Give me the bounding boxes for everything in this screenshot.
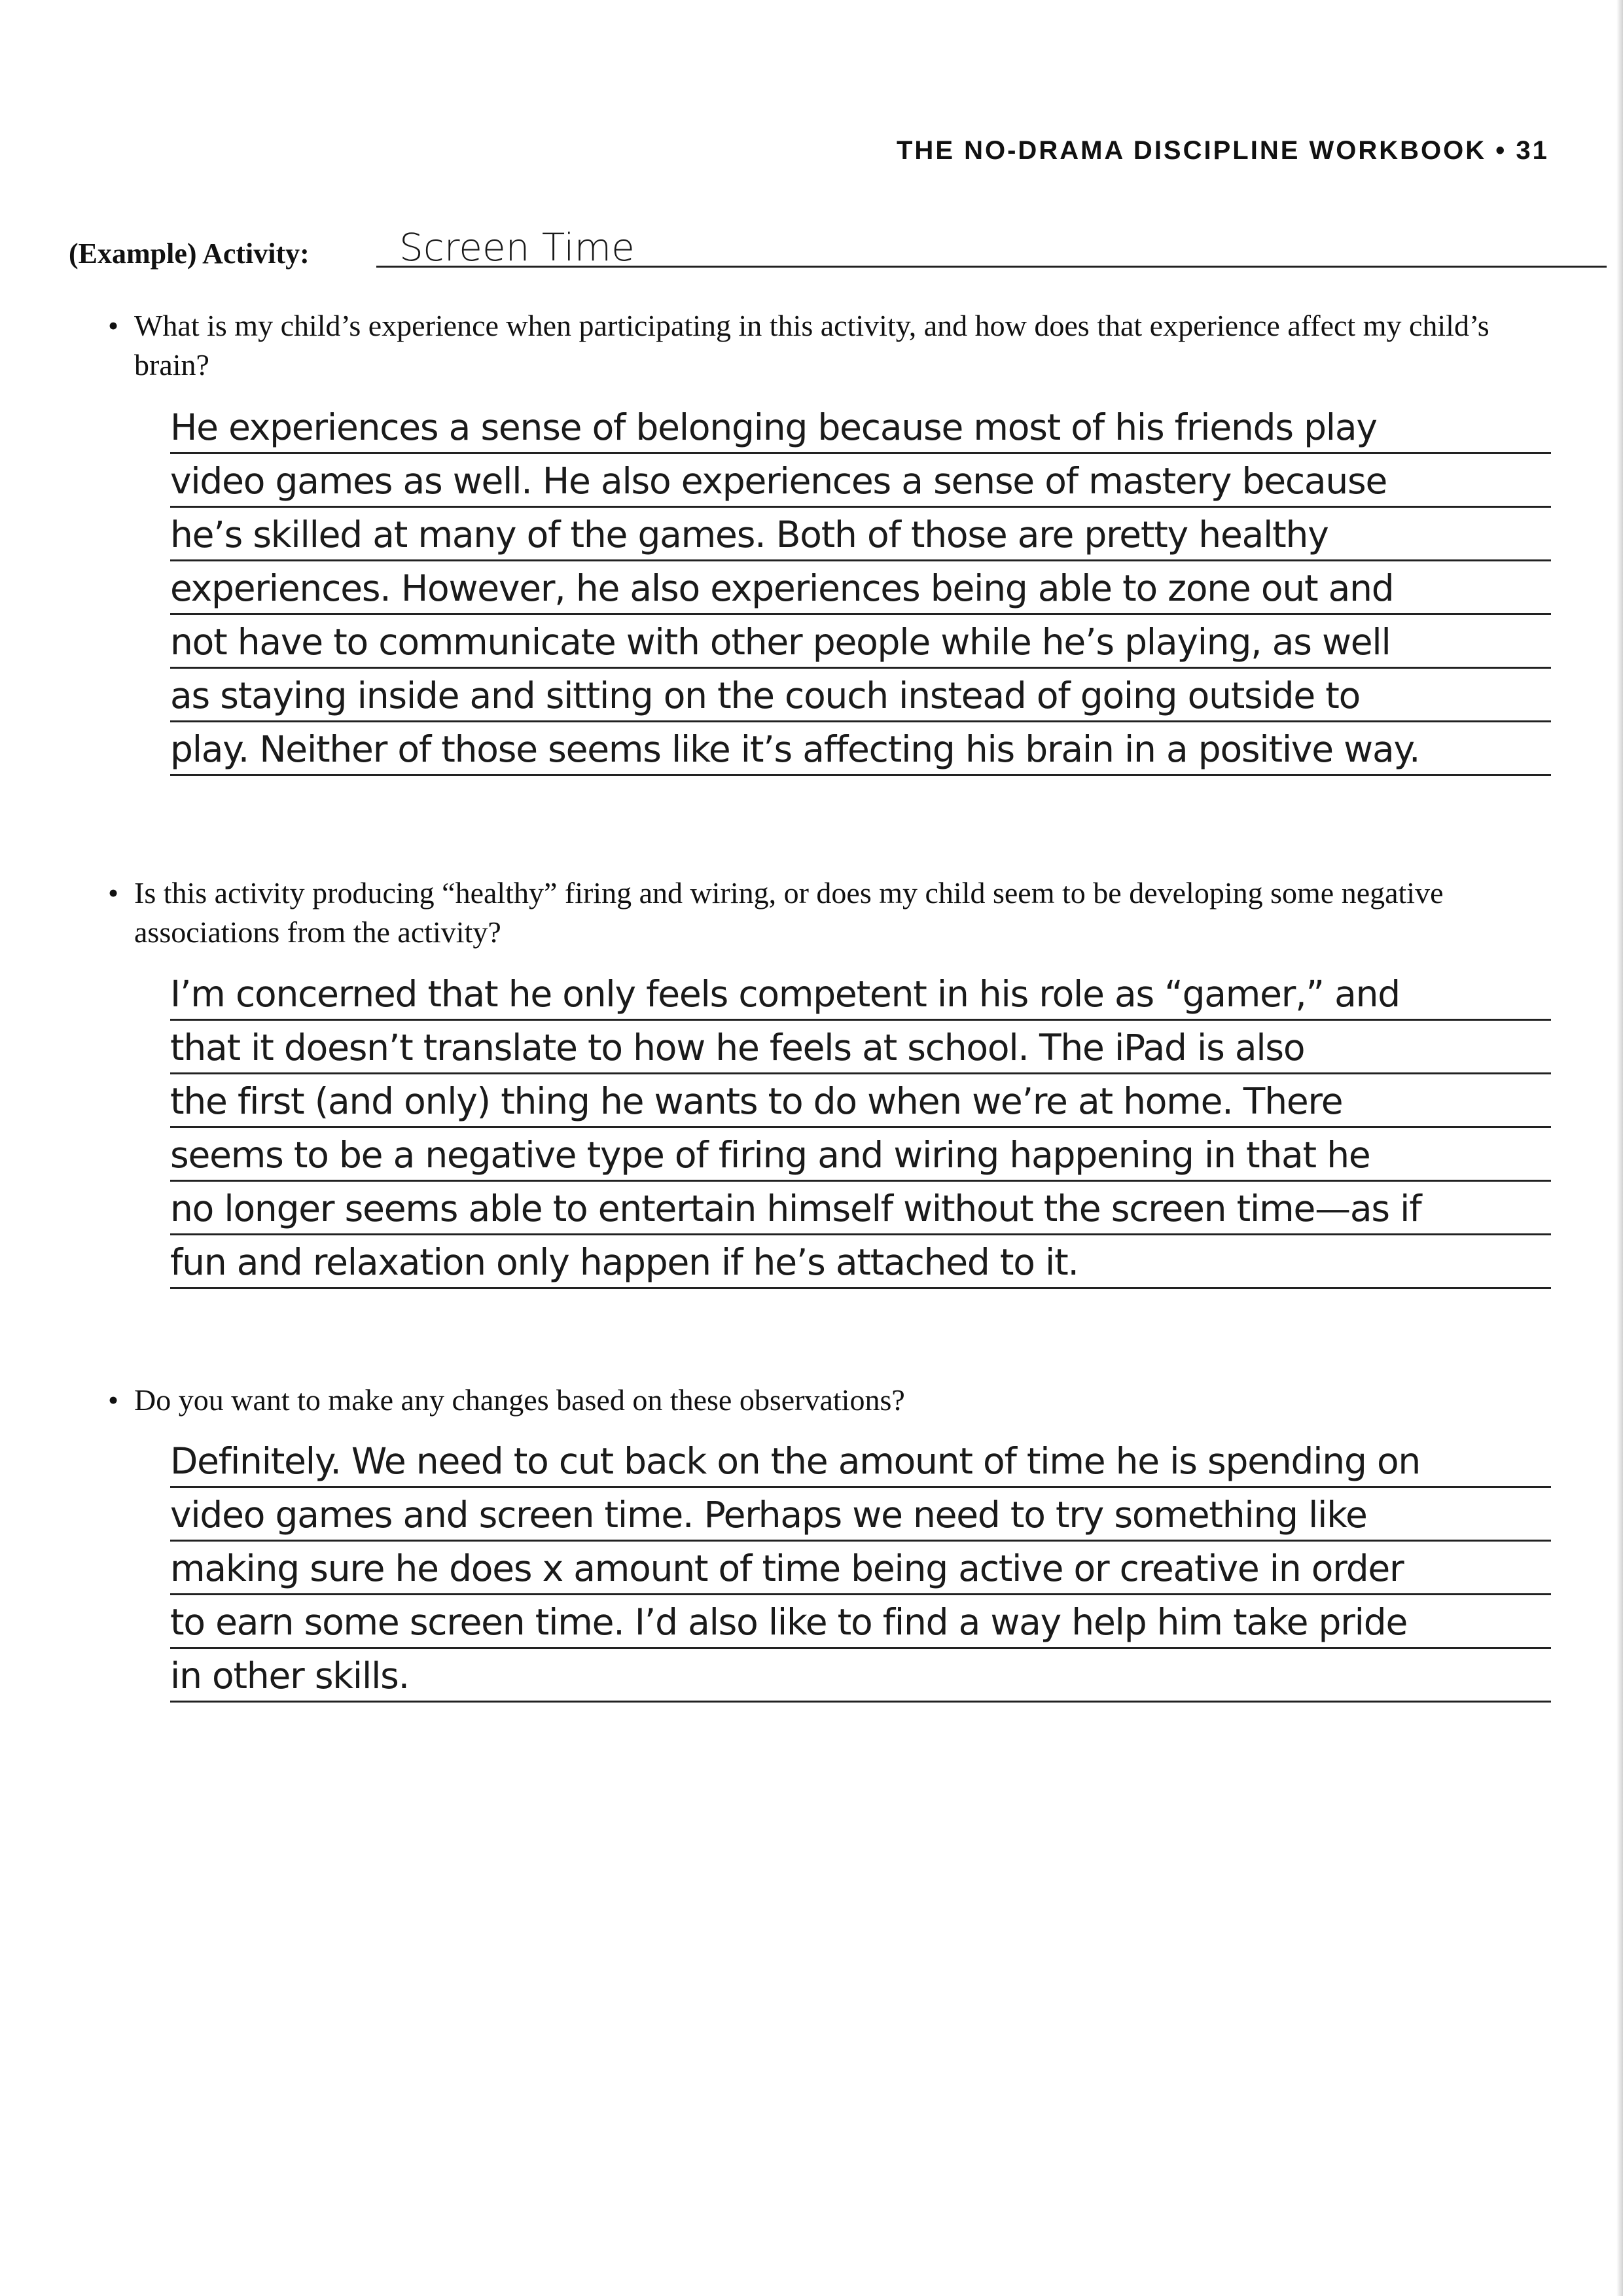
answer-line: making sure he does x amount of time being active or creative in order xyxy=(170,1542,1551,1595)
answer-line: I’m concerned that he only feels competent in his role as “gamer,” and xyxy=(170,967,1551,1021)
answer-line: video games and screen time. Perhaps we need to try something like xyxy=(170,1488,1551,1542)
answer-1 xyxy=(170,400,1551,776)
answer-line: to earn some screen time. I’d also like to find a way help him take pride xyxy=(170,1595,1551,1649)
running-header: THE NO-DRAMA DISCIPLINE WORKBOOK • 31 xyxy=(897,136,1549,165)
question-3-text: Do you want to make any changes based on these observations? xyxy=(134,1383,905,1417)
activity-value-handwritten: Screen Time xyxy=(399,225,635,270)
answer-2 xyxy=(170,967,1551,1289)
answer-line: seems to be a negative type of firing and wiring happening in that he xyxy=(170,1128,1551,1182)
question-2 xyxy=(108,874,1554,952)
bullet-icon: • xyxy=(108,1383,119,1417)
question-3 xyxy=(108,1381,1554,1420)
answer-line: He experiences a sense of belonging because most of his friends play xyxy=(170,400,1551,454)
bullet-icon: • xyxy=(108,876,119,910)
answer-line: experiences. However, he also experiences being able to zone out and xyxy=(170,561,1551,615)
answer-3 xyxy=(170,1434,1551,1703)
answer-line: in other skills. xyxy=(170,1649,1551,1703)
answer-line: Definitely. We need to cut back on the amount of time he is spending on xyxy=(170,1434,1551,1488)
answer-line: as staying inside and sitting on the couch instead of going outside to xyxy=(170,669,1551,722)
activity-label: (Example) Activity: xyxy=(69,238,310,270)
answer-line: no longer seems able to entertain himself without the screen time—as if xyxy=(170,1182,1551,1235)
page-edge-shadow xyxy=(1616,0,1623,2296)
answer-line: fun and relaxation only happen if he’s attached to it. xyxy=(170,1235,1551,1289)
bullet-icon: • xyxy=(108,309,119,342)
question-1 xyxy=(108,306,1554,385)
answer-line: that it doesn’t translate to how he feels at school. The iPad is also xyxy=(170,1021,1551,1074)
answer-line: play. Neither of those seems like it’s affecting his brain in a positive way. xyxy=(170,722,1551,776)
answer-line: video games as well. He also experiences a sense of mastery because xyxy=(170,454,1551,508)
question-1-text: What is my child’s experience when participating in this activity, and how does that experience affect my child’s brain? xyxy=(134,309,1489,381)
answer-line: the first (and only) thing he wants to do when we’re at home. There xyxy=(170,1074,1551,1128)
activity-row xyxy=(69,222,1541,275)
question-2-text: Is this activity producing “healthy” firing and wiring, or does my child seem to be developing some negative associations from the activity? xyxy=(134,876,1444,949)
answer-line: he’s skilled at many of the games. Both of those are pretty healthy xyxy=(170,508,1551,561)
answer-line: not have to communicate with other people while he’s playing, as well xyxy=(170,615,1551,669)
